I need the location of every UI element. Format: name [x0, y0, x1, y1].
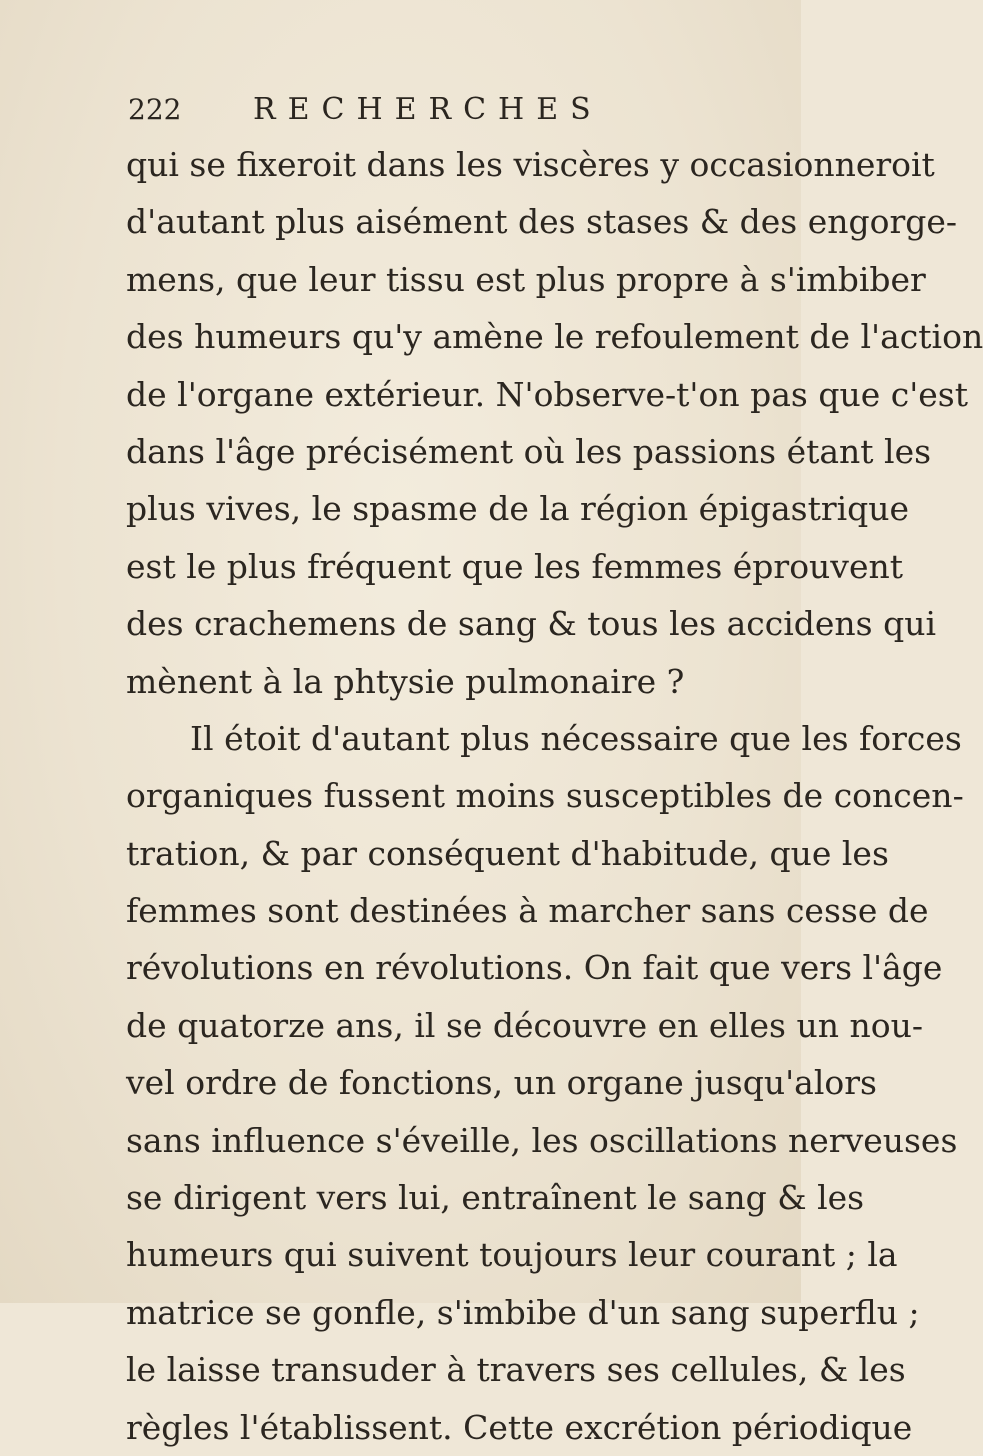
text-line: dans l'âge précisément où les passions étant les: [126, 431, 932, 471]
text-line: humeurs qui suivent toujours leur courant ; la: [126, 1235, 898, 1275]
page-number: 222: [128, 93, 182, 126]
text-line: matrice se gonfle, s'imbibe d'un sang superflu ;: [126, 1292, 920, 1332]
text-line: règles l'établissent. Cette excrétion périodique: [126, 1407, 913, 1447]
text-line: femmes sont destinées à marcher sans cesse de: [126, 891, 929, 931]
text-line: sans influence s'éveille, les oscillations nerveuses: [126, 1120, 958, 1160]
text-line: de quatorze ans, il se découvre en elles un nou-: [126, 1005, 923, 1045]
text-line: révolutions en révolutions. On fait que vers l'âge: [126, 948, 943, 988]
page-header: [128, 88, 728, 132]
paragraph-start-line: Il étoit d'autant plus nécessaire que les forces: [190, 718, 962, 758]
text-line: se dirigent vers lui, entraînent le sang & les: [126, 1178, 865, 1218]
running-title: RECHERCHES: [253, 92, 603, 127]
text-line: mens, que leur tissu est plus propre à s'imbiber: [126, 259, 926, 299]
text-line: de l'organe extérieur. N'observe-t'on pas que c'est: [126, 374, 968, 414]
text-line: le laisse transuder à travers ses cellules, & les: [126, 1350, 906, 1390]
text-line: d'autant plus aisément des stases & des engorge-: [126, 202, 958, 242]
text-line: tration, & par conséquent d'habitude, que les: [126, 833, 889, 873]
body-text: [126, 136, 983, 1456]
paragraph-end-line: mènent à la phtysie pulmonaire ?: [126, 661, 685, 701]
text-line: qui se fixeroit dans les viscères y occasionneroit: [126, 145, 935, 184]
text-line: des humeurs qu'y amène le refoulement de l'action: [126, 317, 983, 357]
text-line: est le plus fréquent que les femmes éprouvent: [126, 546, 903, 586]
text-line: plus vives, le spasme de la région épigastrique: [126, 489, 910, 529]
text-line: organiques fussent moins susceptibles de concen-: [126, 776, 964, 816]
text-line: vel ordre de fonctions, un organe jusqu'alors: [126, 1063, 877, 1103]
text-line: des crachemens de sang & tous les accidens qui: [126, 604, 937, 644]
